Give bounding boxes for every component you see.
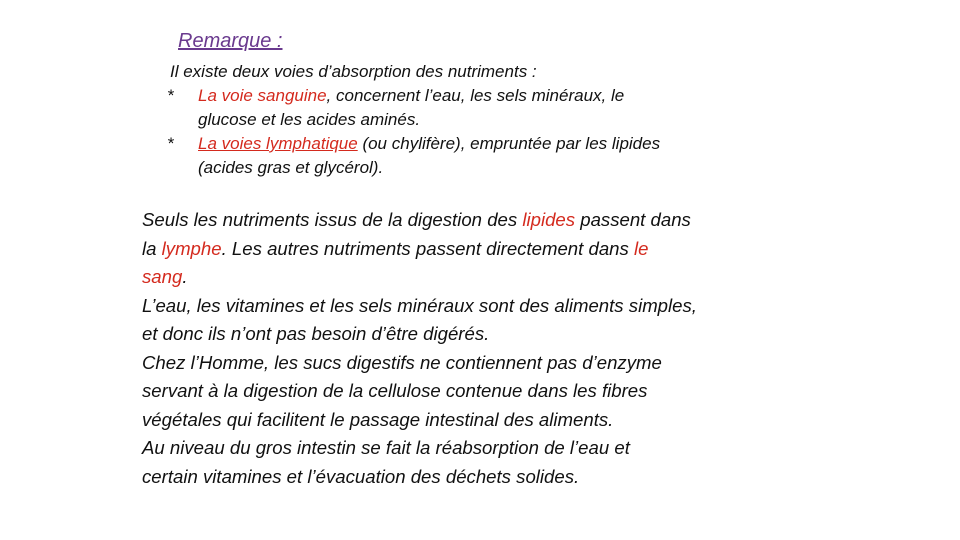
paragraph-line	[142, 206, 842, 235]
text-run: la	[142, 237, 162, 259]
bullet-rest: (ou chylifère), empruntée par les lipides	[357, 134, 661, 153]
paragraph-line	[142, 263, 842, 292]
bullet-line	[198, 132, 660, 156]
highlight-le: le	[633, 237, 649, 259]
explanation-paragraph	[142, 206, 842, 491]
intro-text: Il existe deux voies d’absorption des nutriments :	[170, 62, 537, 81]
highlight-sang: sang	[142, 266, 183, 287]
text-run: Seuls les nutriments issus de la digestion des	[142, 209, 523, 230]
bullet-marker: *	[167, 86, 174, 105]
highlight-lipides: lipides	[522, 209, 576, 230]
paragraph-line	[142, 235, 842, 264]
paragraph-line: Chez l’Homme, les sucs digestifs ne contiennent pas d’enzyme	[142, 351, 662, 373]
highlight-lymphe: lymphe	[161, 237, 222, 259]
bullet-line-2: (acides gras et glycérol).	[198, 158, 384, 177]
paragraph-line: servant à la digestion de la cellulose contenue dans les fibres	[142, 380, 648, 401]
bullet-line	[198, 84, 624, 108]
text-run: .	[182, 266, 188, 287]
slide-title: Remarque :	[178, 30, 283, 52]
paragraph-line: Au niveau du gros intestin se fait la réabsorption de l’eau et	[142, 437, 630, 458]
bullet-highlight: La voies lymphatique	[198, 134, 358, 153]
paragraph-line: certain vitamines et l’évacuation des déchets solides.	[142, 465, 580, 487]
paragraph-line: L’eau, les vitamines et les sels minéraux sont des aliments simples,	[142, 294, 697, 316]
bullet-line-2: glucose et les acides aminés.	[198, 110, 421, 129]
paragraph-line: et donc ils n’ont pas besoin d’être digérés.	[142, 323, 490, 344]
text-run: passent dans	[575, 209, 691, 230]
bullet-marker: *	[167, 134, 174, 153]
bullet-rest: , concernent l’eau, les sels minéraux, le	[326, 86, 625, 105]
text-run: . Les autres nutriments passent directement dans	[221, 237, 634, 259]
bullet-highlight: La voie sanguine	[198, 86, 327, 105]
paragraph-line: végétales qui facilitent le passage intestinal des aliments.	[142, 408, 614, 430]
